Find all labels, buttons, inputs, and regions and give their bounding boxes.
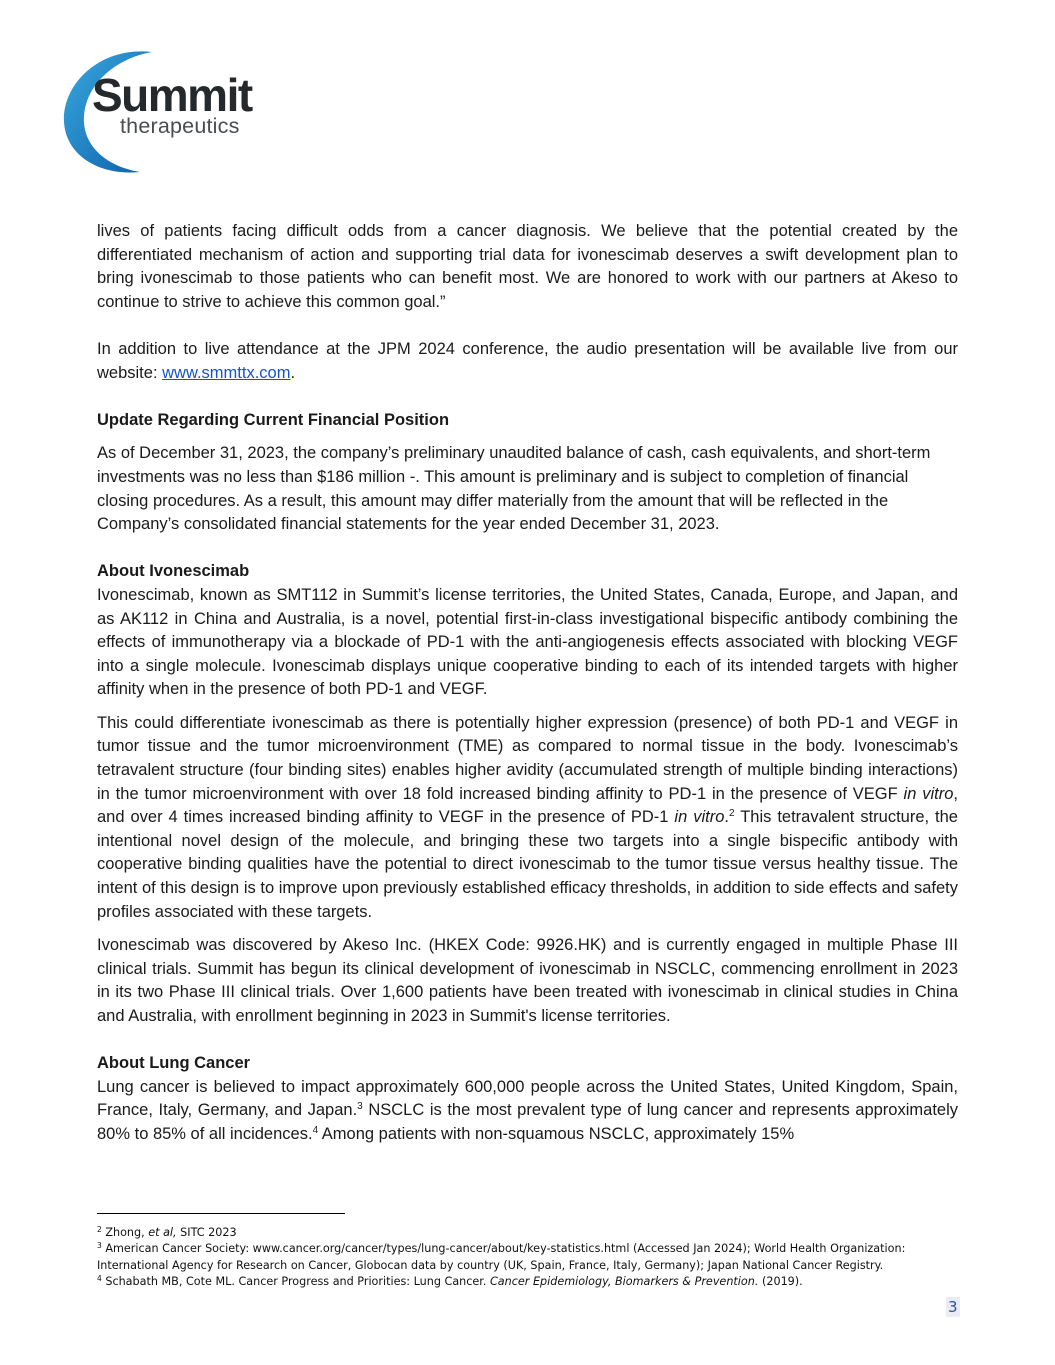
ivo2-italic-1: in vitro [903, 784, 954, 803]
summit-logo [60, 44, 270, 176]
ivonescimab-paragraph-2 [97, 712, 958, 924]
footnote-3-number: 3 [97, 1241, 102, 1251]
footnote-ref-4: 4 [312, 1124, 319, 1136]
ivonescimab-heading: About Ivonescimab [97, 562, 250, 581]
footnote-2-text-b: SITC 2023 [176, 1226, 237, 1239]
ivonescimab-paragraph-3: Ivonescimab was discovered by Akeso Inc. (HKEX Code: 9926.HK) and is currently engaged in multiple Phase III clinical trials. Summit has begun its clinical development of ivonescimab in NSCLC, commencing enrollment in 2023 in its two Phase III clinical trials. Over 1,600 patients have been treated with ivonescimab in clinical studies in China and Australia, with enrollment beginning in 2023 in Summit's license territories. [97, 936, 958, 1025]
financial-heading: Update Regarding Current Financial Position [97, 410, 450, 429]
page-number: 3 [948, 1298, 958, 1316]
logo-subtitle: therapeutics [120, 114, 240, 138]
footnotes [97, 1225, 958, 1291]
website-link[interactable]: www.smmttx.com [162, 363, 291, 382]
lung-text-a: Lung cancer is believed to impact approximately 600,000 people across the United States, United Kingdom, Spain, France, Italy, Germany, and Japan. [97, 1077, 958, 1120]
lung-text-c: Among patients with non-squamous NSCLC, approximately 15% [318, 1124, 795, 1143]
ivo2-text-d: This tetravalent structure, the intentional novel design of the molecule, and bringing these two targets into a single bispecific antibody with cooperative binding qualities have the potential to direct ivonescimab to the tumor tissue versus healthy tissue. The intent of this design is to improve upon previously established efficacy thresholds, in addition to side effects and safety profiles associated with these targets. [97, 808, 958, 921]
ivo2-italic-2: in vitro [674, 808, 725, 827]
footnote-ref-3: 3 [357, 1101, 363, 1113]
logo-wordmark: Summit [92, 69, 252, 121]
quote-paragraph: lives of patients facing difficult odds from a cancer diagnosis. We believe that the potential created by the differentiated mechanism of action and supporting trial data for ivonescimab deserves a swift development plan to bring ivonescimab to those patients who can benefit most. We are honored to work with our partners at Akeso to continue to strive to achieve this common goal.” [97, 222, 958, 311]
ivonescimab-paragraph-1: Ivonescimab, known as SMT112 in Summit’s license territories, the United States, Canada, Europe, and Japan, and as AK112 in China and Australia, is a novel, potential first-in-class investigational bispecific antibody combining the effects of immunotherapy via a blockade of PD-1 with the anti-angiogenesis effects associated with blocking VEGF into a single molecule. Ivonescimab displays unique cooperative binding to each of its intended targets with higher affinity when in the presence of both PD-1 and VEGF. [97, 585, 958, 699]
footnote-3 [97, 1241, 958, 1274]
document-body [97, 220, 958, 1147]
ivo2-text-c: . [724, 808, 729, 827]
footnote-divider [97, 1213, 345, 1214]
lung-cancer-paragraph [97, 1076, 958, 1147]
footnote-2-text-a: Zhong, [101, 1226, 149, 1239]
footnote-ref-2: 2 [728, 808, 735, 820]
footnote-4 [97, 1274, 958, 1290]
webcast-end: . [290, 363, 296, 382]
ivo2-text-a: This could differentiate ivonescimab as there is potentially higher expression (presence) of both PD-1 and VEGF in tumor tissue and the tumor microenvironment (TME) as compared to normal tissue in the body. Ivonescimab’s tetravalent structure (four binding sites) enables higher avidity (accumulated strength of multiple binding interactions) in the tumor microenvironment with over 18 fold increased binding affinity to PD-1 in the presence of VEGF [97, 713, 958, 803]
footnote-4-text-a: Schabath MB, Cote ML. Cancer Progress and Priorities: Lung Cancer. [101, 1275, 490, 1289]
footnote-2 [97, 1225, 958, 1241]
footnote-4-text-b: (2019). [758, 1275, 803, 1289]
footnote-3-text: American Cancer Society: www.cancer.org/cancer/types/lung-cancer/about/key-statistics.html (Accessed Jan 2024); World Health Organization: International Agency for Research on Cancer, Globocan data by country (UK, Spain, France, Italy, Germany); Japan National Cancer Registry. [97, 1242, 906, 1272]
footnote-2-number: 2 [97, 1225, 102, 1234]
financial-paragraph: As of December 31, 2023, the company’s preliminary unaudited balance of cash, cash equivalents, and short-term investments was no less than $186 million -. This amount is preliminary and is subject to completion of financial closing procedures. As a result, this amount may differ materially from the amount that will be reflected in the Company’s consolidated financial statements for the year ended December 31, 2023. [97, 444, 931, 534]
footnote-4-italic: Cancer Epidemiology, Biomarkers & Prevention. [490, 1275, 759, 1289]
webcast-paragraph [97, 338, 958, 385]
ivo2-text-b: , and over 4 times increased binding affinity to VEGF in the presence of PD-1 [97, 784, 958, 827]
footnote-4-number: 4 [97, 1274, 102, 1284]
footnote-2-italic: et al, [148, 1226, 177, 1239]
lung-cancer-heading: About Lung Cancer [97, 1054, 251, 1073]
webcast-text: In addition to live attendance at the JPM 2024 conference, the audio presentation will be available live from our website: [97, 339, 958, 382]
lung-text-b: NSCLC is the most prevalent type of lung cancer and represents approximately 80% to 85% of all incidences. [97, 1101, 958, 1143]
